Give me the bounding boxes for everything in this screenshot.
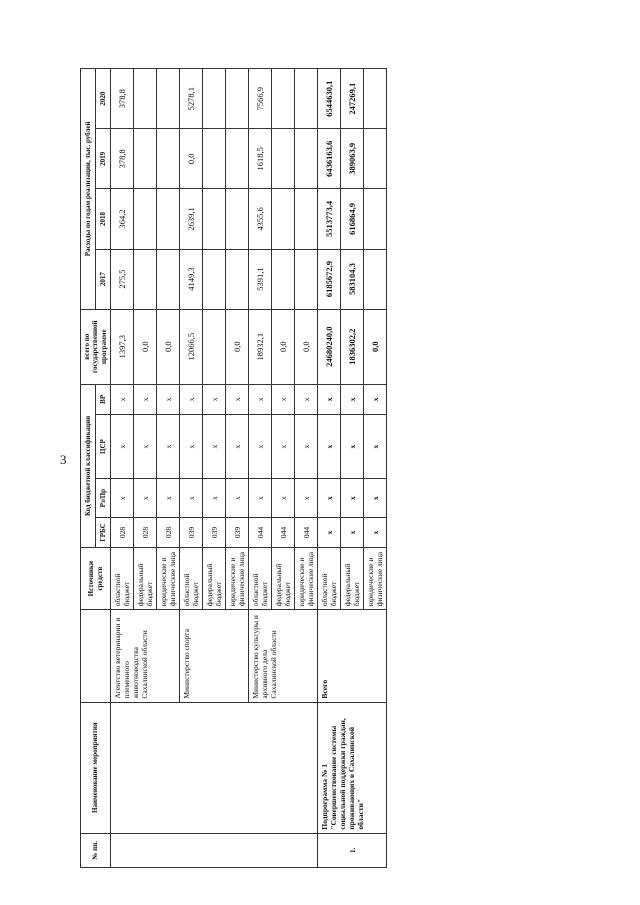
y2017-cell — [134, 249, 157, 309]
vr-cell: x — [272, 384, 295, 414]
y2018-cell — [364, 189, 387, 249]
y2019-cell: 0,0 — [180, 129, 203, 189]
row-no-cell — [111, 833, 318, 867]
y2019-cell — [134, 129, 157, 189]
y2018-cell: 616864,9 — [341, 189, 364, 249]
csr-cell: x — [203, 414, 226, 478]
y2018-cell — [134, 189, 157, 249]
rzpr-cell: x — [203, 479, 226, 518]
grbs-cell: 044 — [295, 517, 318, 547]
rzpr-cell: x — [272, 479, 295, 518]
y2020-cell: 378,8 — [111, 69, 134, 129]
grbs-cell: 044 — [272, 517, 295, 547]
grbs-cell: 028 — [134, 517, 157, 547]
csr-cell: x — [249, 414, 272, 478]
y2017-cell — [157, 249, 180, 309]
csr-cell: x — [341, 414, 364, 478]
y2019-cell: 389063,9 — [341, 129, 364, 189]
y2018-cell — [272, 189, 295, 249]
table-row — [318, 69, 341, 868]
source-cell: областной бюджет — [111, 548, 134, 610]
csr-cell: x — [134, 414, 157, 478]
y2018-cell — [157, 189, 180, 249]
vr-cell: x — [180, 384, 203, 414]
header-vr: ВР — [96, 384, 111, 414]
rzpr-cell: x — [157, 479, 180, 518]
total-cell: 0,0 — [157, 309, 180, 384]
total-cell: 0,0 — [272, 309, 295, 384]
header-total: всего по государственной программе — [81, 309, 111, 384]
y2019-cell — [295, 129, 318, 189]
grbs-cell: x — [341, 517, 364, 547]
csr-cell: x — [295, 414, 318, 478]
source-cell: федеральный бюджет — [203, 548, 226, 610]
total-cell: 0,0 — [295, 309, 318, 384]
vr-cell: x — [134, 384, 157, 414]
subprogram-number: 1. — [318, 833, 387, 867]
vr-cell: x — [226, 384, 249, 414]
grbs-cell: 039 — [180, 517, 203, 547]
total-cell: 12066,5 — [180, 309, 203, 384]
header-sources: Источники средств — [81, 548, 111, 610]
y2020-cell: 5278,1 — [180, 69, 203, 129]
y2020-cell: 247269,1 — [341, 69, 364, 129]
y2019-cell: 6436163,6 — [318, 129, 341, 189]
csr-cell: x — [157, 414, 180, 478]
total-cell: 1397,3 — [111, 309, 134, 384]
y2017-cell: 6185672,9 — [318, 249, 341, 309]
source-cell: юридические и физические лица — [295, 548, 318, 610]
total-cell: 0,0 — [134, 309, 157, 384]
y2017-cell — [295, 249, 318, 309]
rzpr-cell: x — [295, 479, 318, 518]
y2020-cell — [295, 69, 318, 129]
vr-cell: x — [364, 384, 387, 414]
header-2018: 2018 — [96, 189, 111, 249]
vr-cell: x — [111, 384, 134, 414]
csr-cell: x — [226, 414, 249, 478]
source-cell: областной бюджет — [318, 548, 341, 610]
source-cell: федеральный бюджет — [341, 548, 364, 610]
grbs-cell: 039 — [226, 517, 249, 547]
y2019-cell — [226, 129, 249, 189]
executor-culture: Министерство культуры и архивного дела Сахалинской области — [249, 610, 318, 702]
source-cell: юридические и физические лица — [364, 548, 387, 610]
y2020-cell — [272, 69, 295, 129]
executor-vet: Агентство ветеринарии и племенного животноводства Сахалинской области — [111, 610, 180, 702]
header-no: № пп. — [81, 833, 111, 867]
grbs-cell: 044 — [249, 517, 272, 547]
csr-cell: x — [272, 414, 295, 478]
subprogram-name: Подпрограмма № 1 "Совершенствование системы социальной поддержки граждан, проживающих в Сахалинской области" — [318, 702, 387, 833]
rzpr-cell: x — [341, 479, 364, 518]
y2018-cell — [203, 189, 226, 249]
y2018-cell: 2639,1 — [180, 189, 203, 249]
rzpr-cell: x — [364, 479, 387, 518]
grbs-cell: x — [364, 517, 387, 547]
total-cell — [203, 309, 226, 384]
header-csr: ЦСР — [96, 414, 111, 478]
header-expenses-group: Расходы по годам реализации, тыс. рублей — [81, 69, 96, 310]
csr-cell: x — [180, 414, 203, 478]
y2019-cell — [157, 129, 180, 189]
y2017-cell — [364, 249, 387, 309]
row-name-cell — [111, 702, 318, 833]
source-cell: юридические и физические лица — [226, 548, 249, 610]
vr-cell: x — [318, 384, 341, 414]
total-cell: 18932,1 — [249, 309, 272, 384]
y2020-cell — [226, 69, 249, 129]
y2018-cell: 4355,6 — [249, 189, 272, 249]
y2019-cell — [272, 129, 295, 189]
grbs-cell: 028 — [111, 517, 134, 547]
y2020-cell — [134, 69, 157, 129]
grbs-cell: x — [318, 517, 341, 547]
rzpr-cell: x — [111, 479, 134, 518]
y2018-cell — [295, 189, 318, 249]
header-2017: 2017 — [96, 249, 111, 309]
y2019-cell: 378,8 — [111, 129, 134, 189]
y2017-cell: 275,5 — [111, 249, 134, 309]
header-grbs: ГРБС — [96, 517, 111, 547]
csr-cell: x — [318, 414, 341, 478]
y2019-cell: 1618,5 — [249, 129, 272, 189]
y2020-cell: 6544630,1 — [318, 69, 341, 129]
y2020-cell — [203, 69, 226, 129]
grbs-cell: 028 — [157, 517, 180, 547]
subprogram-total-label: Всего — [318, 610, 387, 702]
rotated-table-wrapper — [80, 68, 630, 868]
rzpr-cell: x — [134, 479, 157, 518]
csr-cell: x — [111, 414, 134, 478]
y2017-cell: 5391,1 — [249, 249, 272, 309]
header-responsible — [81, 610, 111, 702]
y2018-cell — [226, 189, 249, 249]
vr-cell: x — [157, 384, 180, 414]
y2017-cell — [272, 249, 295, 309]
header-2020: 2020 — [96, 69, 111, 129]
y2020-cell: 7566,9 — [249, 69, 272, 129]
source-cell: юридические и физические лица — [157, 548, 180, 610]
vr-cell: x — [295, 384, 318, 414]
header-2019: 2019 — [96, 129, 111, 189]
y2020-cell — [157, 69, 180, 129]
y2017-cell: 4149,3 — [180, 249, 203, 309]
rzpr-cell: x — [249, 479, 272, 518]
header-rzpr: Рз/Пр — [96, 479, 111, 518]
rzpr-cell: x — [180, 479, 203, 518]
total-cell: 0,0 — [364, 309, 387, 384]
grbs-cell: 039 — [203, 517, 226, 547]
source-cell: федеральный бюджет — [272, 548, 295, 610]
page-number: 3 — [60, 452, 67, 467]
y2020-cell — [364, 69, 387, 129]
budget-table — [80, 68, 387, 868]
y2017-cell — [226, 249, 249, 309]
source-cell: федеральный бюджет — [134, 548, 157, 610]
y2018-cell: 364,2 — [111, 189, 134, 249]
source-cell: областной бюджет — [180, 548, 203, 610]
total-cell: 1836302,2 — [341, 309, 364, 384]
vr-cell: x — [341, 384, 364, 414]
y2019-cell — [203, 129, 226, 189]
vr-cell: x — [203, 384, 226, 414]
total-cell: 0,0 — [226, 309, 249, 384]
total-cell: 24680240,0 — [318, 309, 341, 384]
y2017-cell: 583104,3 — [341, 249, 364, 309]
executor-sport: Министерство спорта — [180, 610, 249, 702]
y2019-cell — [364, 129, 387, 189]
y2018-cell: 5513773,4 — [318, 189, 341, 249]
header-name: Наименование мероприятия — [81, 702, 111, 833]
header-code-group: Код бюджетной классификации — [81, 384, 96, 547]
source-cell: областной бюджет — [249, 548, 272, 610]
y2017-cell — [203, 249, 226, 309]
vr-cell: x — [249, 384, 272, 414]
rzpr-cell: x — [318, 479, 341, 518]
csr-cell: x — [364, 414, 387, 478]
rzpr-cell: x — [226, 479, 249, 518]
table-row — [111, 69, 134, 868]
